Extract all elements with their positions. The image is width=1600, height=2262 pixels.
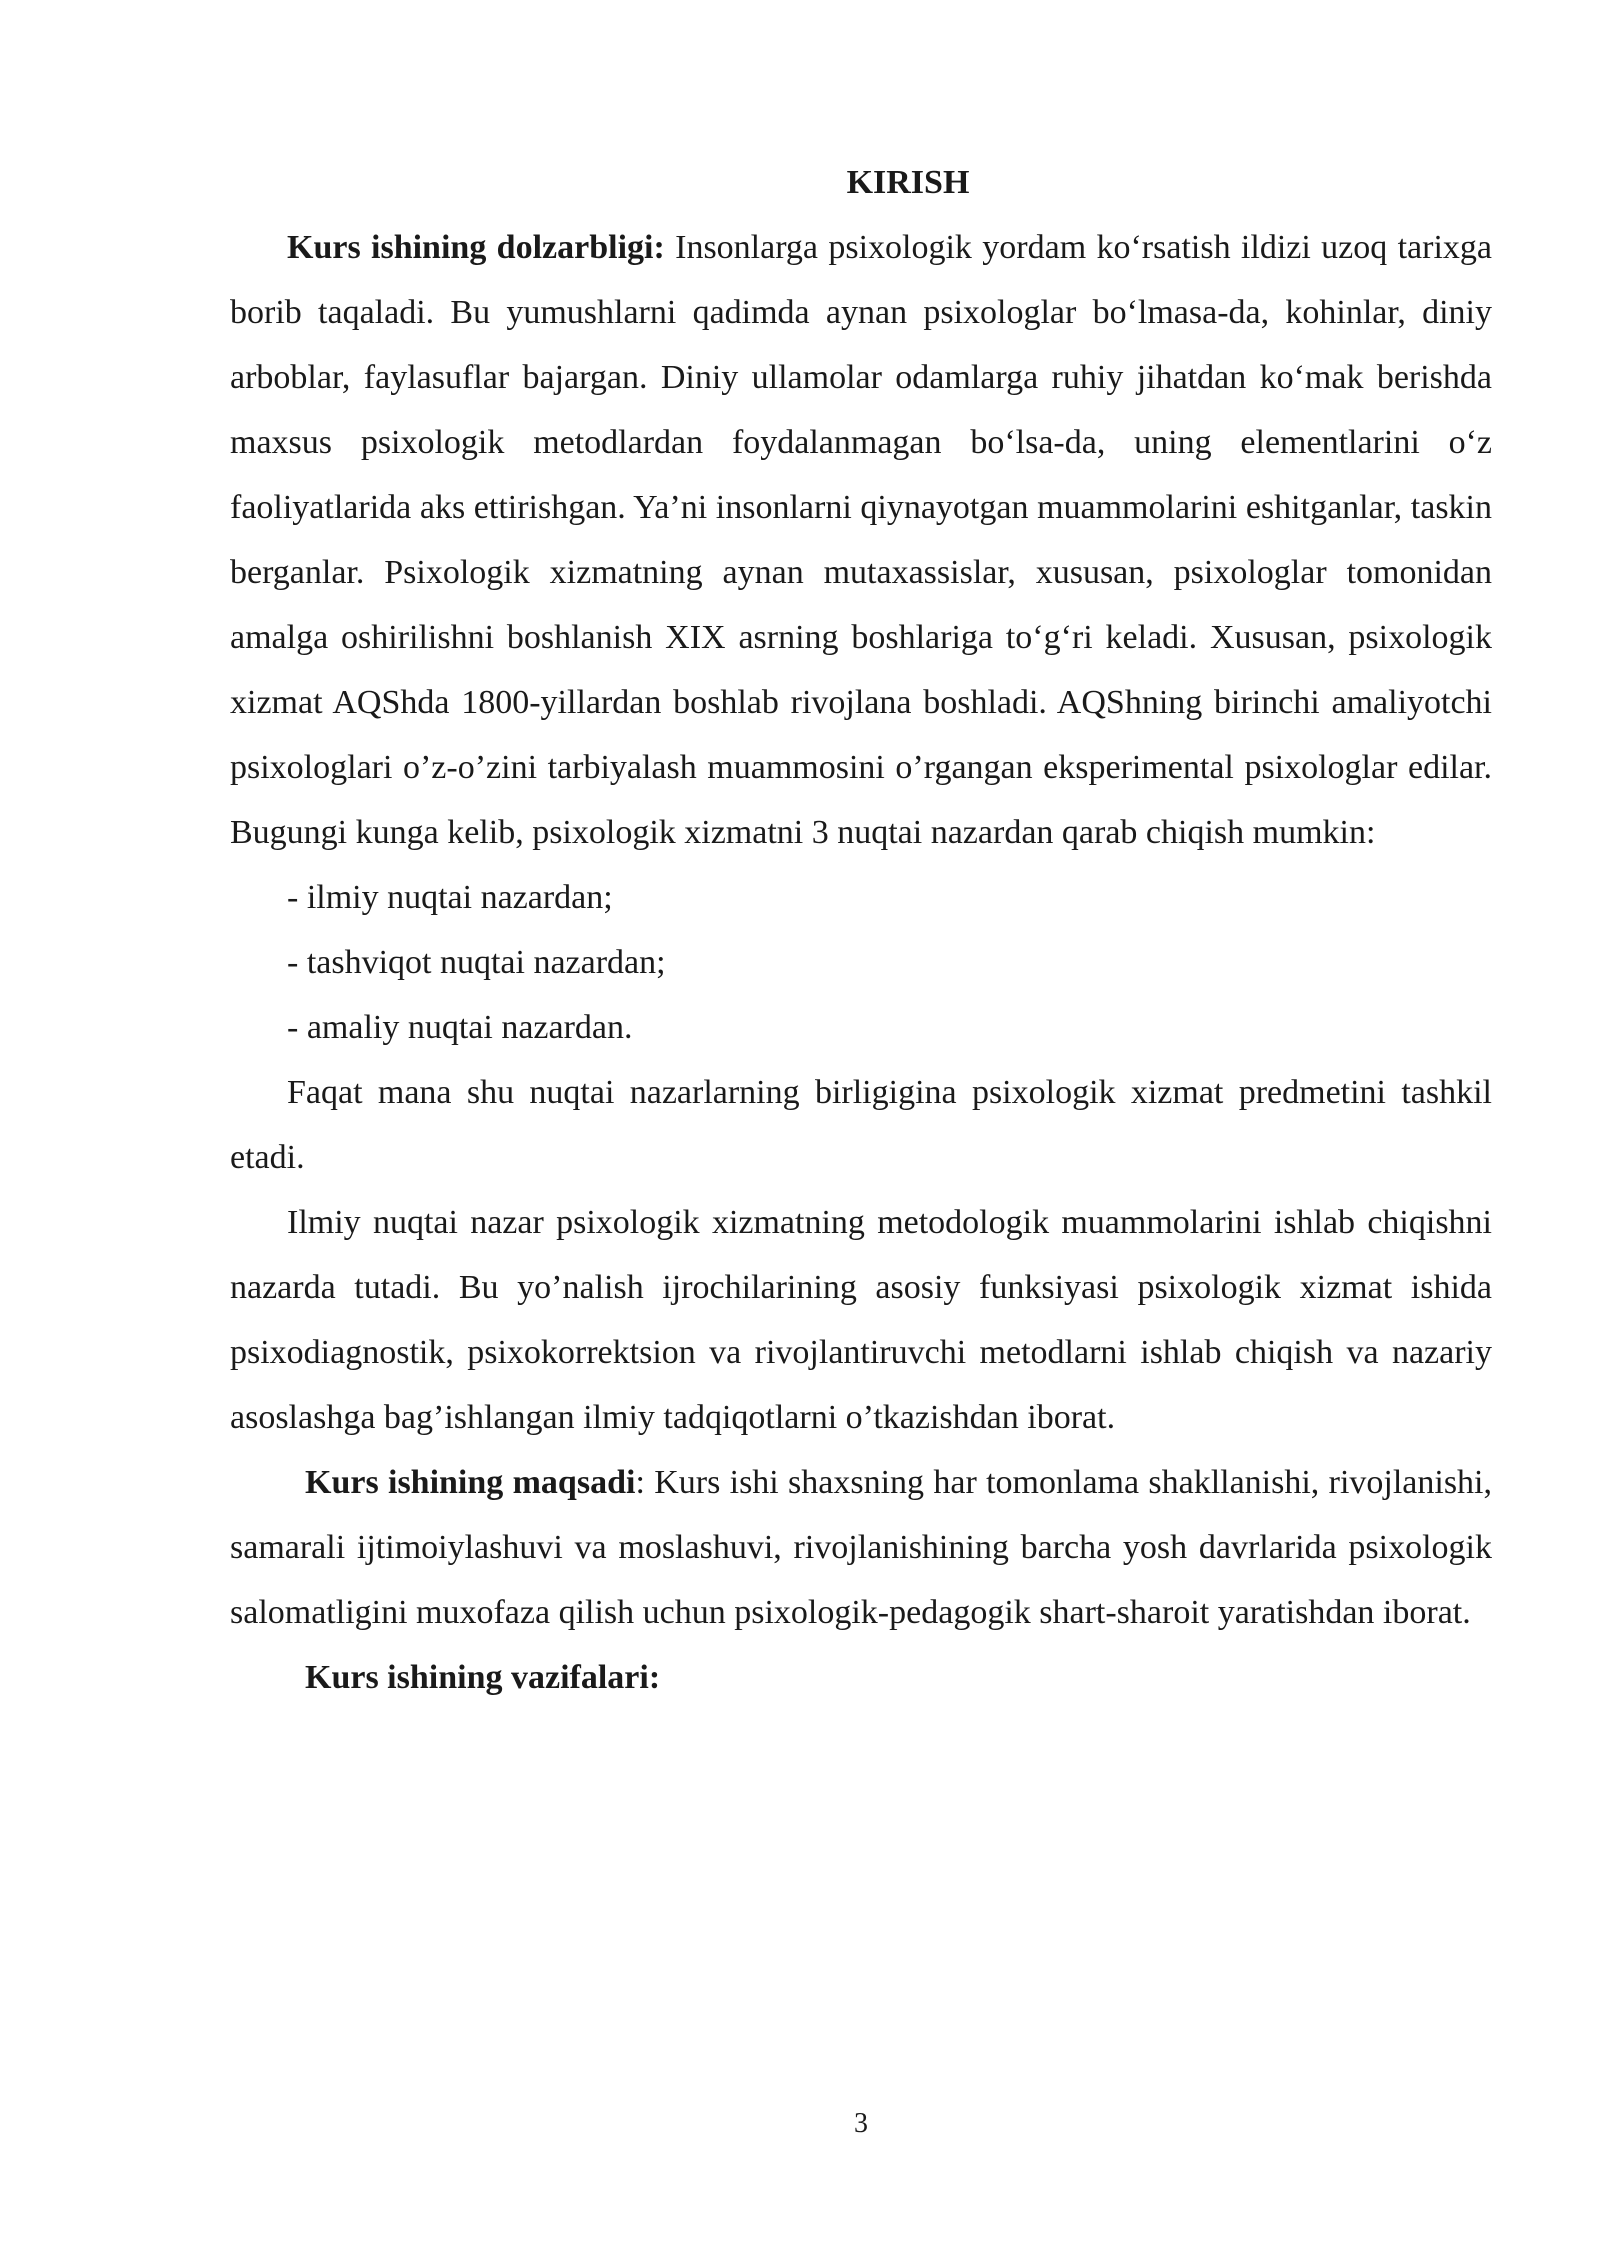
- unity-paragraph: Faqat mana shu nuqtai nazarlarning birligigina psixologik xizmat predmetini tashkil etadi.: [230, 1074, 1492, 1176]
- relevance-label: Kurs ishining dolzarbligi:: [287, 229, 665, 266]
- page-content: [230, 150, 1492, 1710]
- goal-paragraph: [230, 1450, 1492, 1645]
- viewpoints-list: [230, 865, 1492, 1060]
- relevance-paragraph: [230, 215, 1492, 865]
- relevance-text: Insonlarga psixologik yordam ko‘rsatish ildizi uzoq tarixga borib taqaladi. Bu yumushlarni qadimda aynan psixologlar bo‘lmasa-da, kohinlar, diniy arboblar, faylasuflar bajargan. Diniy ullamolar odamlarga ruhiy jihatdan ko‘mak berishda maxsus psixologik metodlardan foydalanmagan bo‘lsa-da, uning elementlarini o‘z faoliyatlarida aks ettirishgan. Ya’ni insonlarni qiynayotgan muammolarini eshitganlar, taskin berganlar. Psixologik xizmatning aynan mutaxassislar, xususan, psixologlar tomonidan amalga oshirilishni boshlanish XIX asrning boshlariga to‘g‘ri keladi. Xususan, psixologik xizmat AQShda 1800-yillardan boshlab rivojlana boshladi. AQShning birinchi amaliyotchi psixologlari o’z-o’zini tarbiyalash muammosini o’rgangan eksperimental psixologlar edilar. Bugungi kunga kelib, psixologik xizmatni 3 nuqtai nazardan qarab chiqish mumkin:: [230, 229, 1492, 851]
- section-heading: KIRISH: [846, 164, 970, 201]
- list-item: - amaliy nuqtai nazardan.: [287, 1009, 633, 1046]
- tasks-heading: Kurs ishining vazifalari:: [305, 1659, 661, 1696]
- goal-label: Kurs ishining maqsadi: [305, 1464, 636, 1501]
- scientific-paragraph: Ilmiy nuqtai nazar psixologik xizmatning metodologik muammolarini ishlab chiqishni nazarda tutadi. Bu yo’nalish ijrochilarining asosiy funksiyasi psixologik xizmat ishida psixodiagnostik, psixokorrektsion va rivojlantiruvchi metodlarni ishlab chiqish va nazariy asoslashga bag’ishlangan ilmiy tadqiqotlarni o’tkazishdan iborat.: [230, 1204, 1492, 1436]
- list-item: - ilmiy nuqtai nazardan;: [287, 879, 613, 916]
- page-number: 3: [854, 2108, 868, 2139]
- list-item: - tashviqot nuqtai nazardan;: [287, 944, 666, 981]
- goal-text: : Kurs ishi shaxsning har tomonlama shakllanishi, rivojlanishi, samarali ijtimoiylashuvi va moslashuvi, rivojlanishining barcha yosh davrlarida psixologik salomatligini muxofaza qilish uchun psixologik-pedagogik shart-sharoit yaratishdan iborat.: [230, 1464, 1493, 1631]
